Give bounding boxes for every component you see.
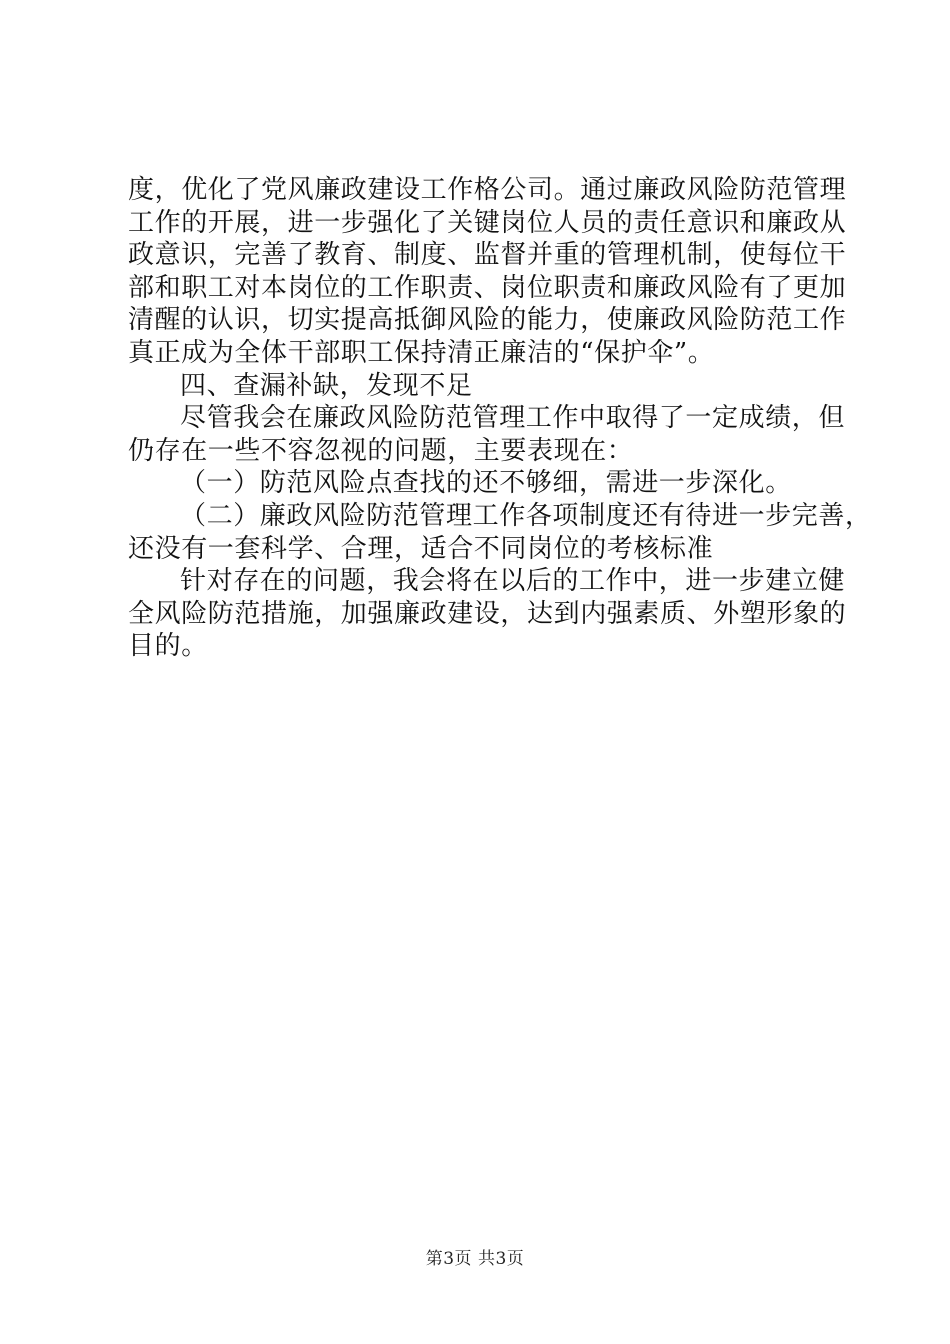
text-line: 针对存在的问题，我会将在以后的工作中，进一步建立健	[180, 566, 846, 597]
text-line: 度，优化了党风廉政建设工作格公司。通过廉政风险防范管理	[128, 175, 847, 205]
text-line: 清醒的认识，切实提高抵御风险的能力，使廉政风险防范工作	[128, 305, 847, 336]
page-number-footer: 第3页 共3页	[425, 1249, 525, 1269]
text-line: 还没有一套科学、合理，适合不同岗位的考核标准	[128, 533, 714, 564]
list-item: （一）防范风险点查找的还不够细，需进一步深化。	[180, 468, 792, 499]
text-line: 全风险防范措施，加强廉政建设，达到内强素质、外塑形象的	[128, 598, 847, 629]
text-line: 政意识，完善了教育、制度、监督并重的管理机制，使每位干	[128, 240, 847, 271]
text-line: 仍存在一些不容忽视的问题，主要表现在：	[128, 435, 634, 466]
list-item: （二）廉政风险防范管理工作各项制度还有待进一步完善，	[180, 500, 872, 531]
section-heading: 四、查漏补缺，发现不足	[180, 370, 473, 401]
text-line: 工作的开展，进一步强化了关键岗位人员的责任意识和廉政从	[128, 207, 847, 238]
text-line: 尽管我会在廉政风险防范管理工作中取得了一定成绩，但	[180, 403, 846, 434]
document-body	[128, 174, 872, 663]
text-line: 真正成为全体干部职工保持清正廉洁的“保护伞”。	[128, 337, 715, 368]
text-line: 目的。	[128, 631, 208, 662]
text-line: 部和职工对本岗位的工作职责、岗位职责和廉政风险有了更加	[128, 272, 847, 303]
